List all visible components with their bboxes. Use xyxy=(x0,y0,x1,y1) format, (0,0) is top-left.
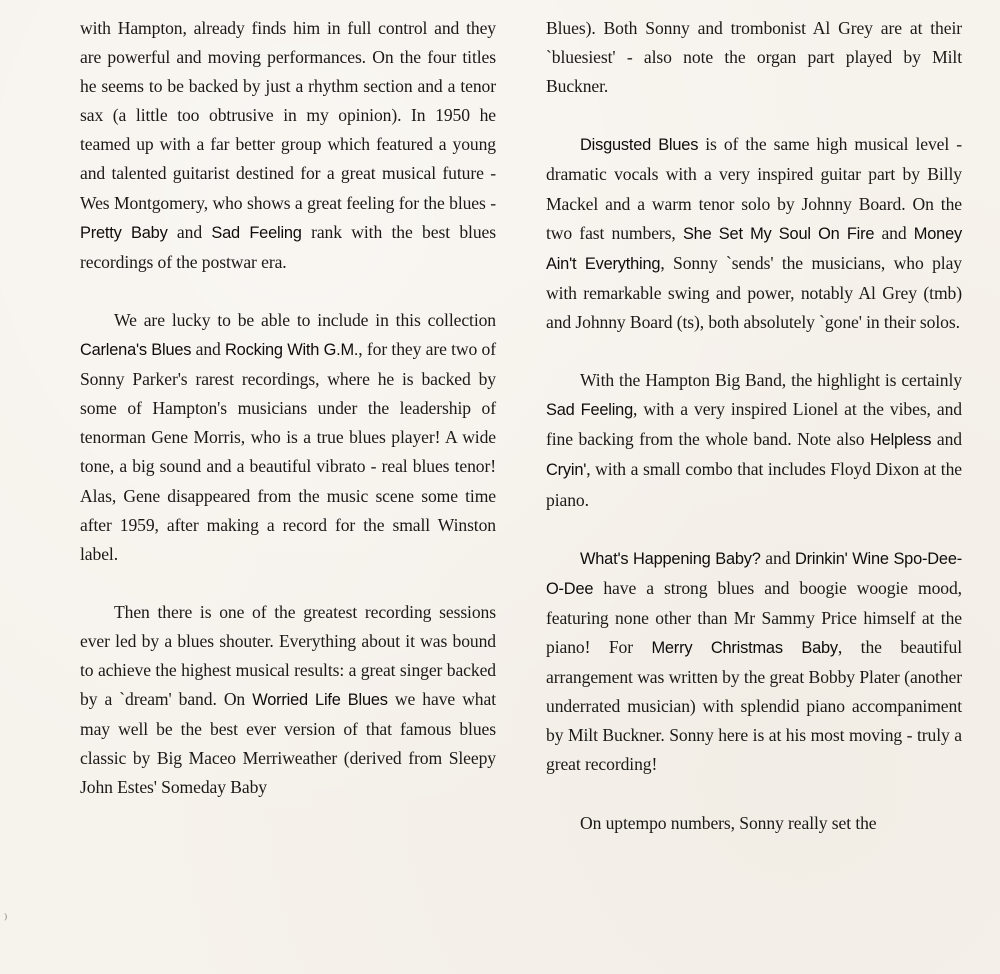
body-text: We are lucky to be able to include in this collection xyxy=(114,309,496,330)
song-title: Disgusted Blues xyxy=(580,136,699,155)
song-title: Pretty Baby xyxy=(80,223,168,242)
body-text: and xyxy=(760,547,796,568)
song-title: Sad Feeling xyxy=(211,223,302,242)
body-text: , Sonny `sends' the musicians, who play with remarkable swing and power, notably Al Grey (tmb) and Johnny Board (ts), both absolutely `gone' in their solos. xyxy=(546,252,962,332)
body-text: rank with the best blues recordings of the postwar era. xyxy=(80,221,496,272)
body-text: Then there is one of the greatest recording sessions ever led by a blues shouter. Everything about it was bound to achieve the highest musical results: a great singer backed by a `dream' band. On xyxy=(80,601,496,710)
song-title: Sad Feeling xyxy=(546,401,634,420)
paragraph xyxy=(80,14,496,277)
left-column xyxy=(80,14,496,832)
body-text: Blues). Both Sonny and trombonist Al Grey are at their `bluesiest' - also note the organ part played by Milt Buckner. xyxy=(546,18,962,97)
body-text: and xyxy=(167,221,212,242)
song-title: Cryin' xyxy=(546,461,587,480)
body-text: , with a very inspired Lionel at the vibes, and fine backing from the whole band. Note also xyxy=(546,399,962,450)
body-text: and xyxy=(874,222,914,243)
paragraph xyxy=(546,130,962,337)
song-title: Merry Christmas Baby xyxy=(651,638,838,657)
body-text: and xyxy=(931,429,962,450)
song-title: Helpless xyxy=(870,431,932,450)
body-text: have a strong blues and boogie woogie mood, featuring none other than Mr Sammy Price himself at the piano! For xyxy=(546,577,962,657)
song-title: Worried Life Blues xyxy=(252,691,388,710)
body-text: and xyxy=(191,339,226,360)
body-text: we have what may well be the best ever version of that famous blues classic by Big Maceo Merriweather (derived from Sleepy John Estes' Someday Baby xyxy=(80,689,496,798)
paragraph xyxy=(546,366,962,514)
song-title: Drinkin' Wine Spo-Dee-O-Dee xyxy=(546,549,962,598)
song-title: What's Happening Baby? xyxy=(580,549,761,568)
song-title: She Set My Soul On Fire xyxy=(682,224,875,243)
body-text: On uptempo numbers, Sonny really set the xyxy=(580,812,877,833)
song-title: Rocking With G.M. xyxy=(225,341,359,360)
paragraph xyxy=(80,306,496,569)
paragraph xyxy=(546,14,962,101)
paragraph xyxy=(546,809,962,838)
body-text: With the Hampton Big Band, the highlight is certainly xyxy=(580,370,962,391)
song-title: Carlena's Blues xyxy=(80,341,192,360)
scan-speck: ⁾ xyxy=(4,913,8,928)
paragraph xyxy=(546,544,962,780)
body-text: , the beautiful arrangement was written by the great Bobby Plater (another underrated musician) with splendid piano accompaniment by Milt Buckner. Sonny here is at his most moving - truly a great recording! xyxy=(546,636,962,775)
song-title: Money Ain't Everything xyxy=(546,224,962,273)
body-text: , with a small combo that includes Floyd Dixon at the piano. xyxy=(546,459,962,510)
body-text: is of the same high musical level - dramatic vocals with a very inspired guitar part by Billy Mackel and a warm tenor solo by Johnny Board. On the two fast numbers, xyxy=(546,134,962,243)
body-text: with Hampton, already finds him in full control and they are powerful and moving performances. On the four titles he seems to be backed by just a rhythm section and a tenor sax (a little too obtrusive in my opinion). In 1950 he teamed up with a far better group which featured a young and talented guitarist destined for a great musical future - Wes Montgomery, who shows a great feeling for the blues - xyxy=(80,18,496,213)
paragraph xyxy=(80,598,496,803)
body-text: , for they are two of Sonny Parker's rarest recordings, where he is backed by some of Hampton's musicians under the leadership of tenorman Gene Morris, who is a true blues player! A wide tone, a big sound and a beautiful vibrato - real blues tenor! Alas, Gene disappeared from the music scene some time after 1959, after making a record for the small Winston label. xyxy=(80,339,496,564)
right-column xyxy=(546,14,962,867)
